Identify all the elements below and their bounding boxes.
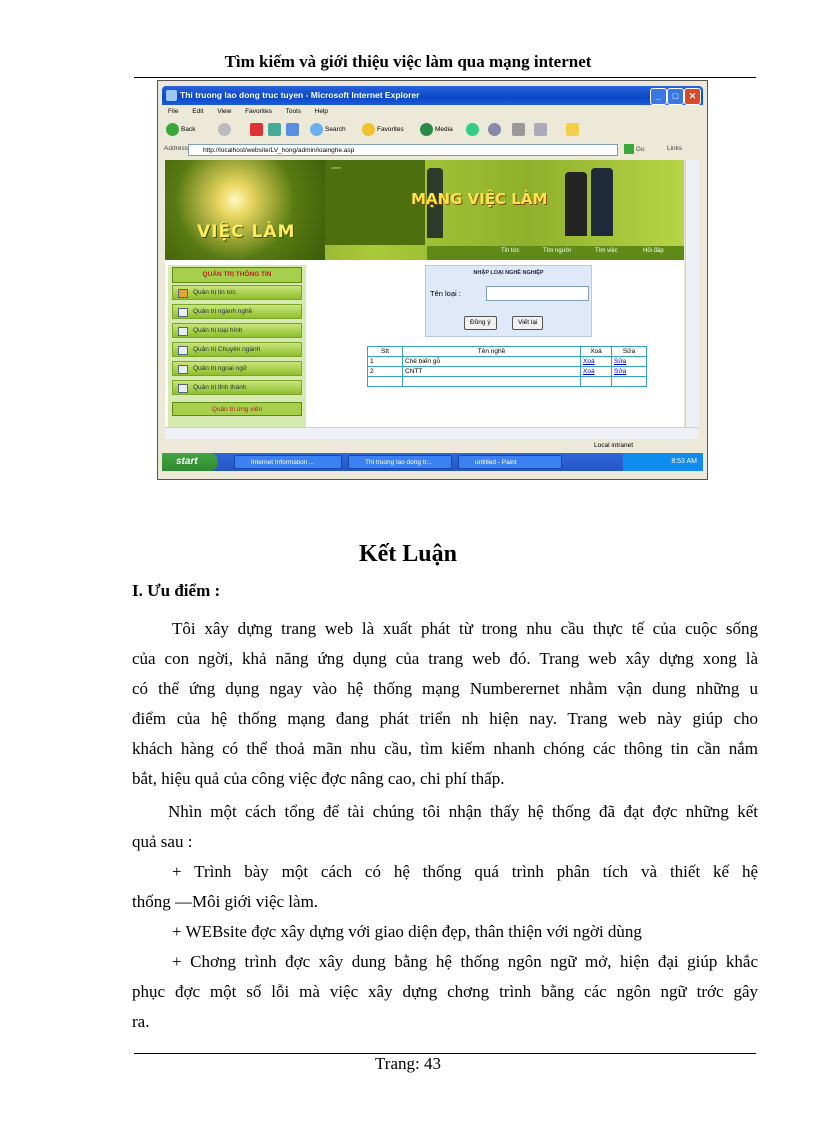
site-nav — [427, 246, 684, 260]
row-stt: 1 — [368, 357, 403, 367]
header-divider — [134, 77, 756, 78]
maximize-button[interactable]: □ — [667, 88, 684, 105]
favorites-button[interactable]: Favorites — [362, 123, 404, 137]
edit-link[interactable]: Sửa — [614, 368, 627, 375]
edit-icon — [534, 123, 547, 136]
document-header: Tìm kiếm và giới thiệu việc làm qua mạng internet — [224, 52, 592, 71]
horizontal-scrollbar[interactable] — [165, 427, 698, 439]
media-icon — [420, 123, 433, 136]
mail-button[interactable] — [488, 123, 503, 137]
banner-person2-image — [591, 168, 613, 236]
banner-handshake-image — [565, 172, 587, 236]
status-zone: Local intranet — [594, 442, 634, 449]
bullet-line: ra. — [132, 1012, 150, 1031]
edit-link[interactable]: Sửa — [614, 358, 627, 365]
forward-icon — [218, 123, 231, 136]
paragraph-line: Nhìn một cách tổng để tài chúng tôi nhận thấy hệ thống đã đạt đợc những kết — [168, 802, 758, 821]
address-bar — [162, 143, 703, 158]
bullet-line: + WEBsite đợc xây dựng với giao diện đẹp, thân thiện với ngời dùng — [172, 922, 642, 941]
menu-favorites[interactable]: Favorites — [245, 108, 272, 115]
close-button[interactable]: ✕ — [684, 88, 701, 105]
menu-help[interactable]: Help — [314, 108, 329, 115]
media-button[interactable]: Media — [420, 123, 453, 137]
conclusion-heading: Kết Luận — [358, 541, 457, 567]
page-label: Trang: — [375, 1054, 420, 1073]
task-iis[interactable]: Internet Information ... — [234, 455, 342, 469]
page-number: 43 — [423, 1054, 441, 1073]
window-titlebar — [162, 86, 703, 105]
start-button[interactable]: start — [162, 453, 218, 471]
star-icon — [362, 123, 375, 136]
menu-view[interactable]: View — [217, 108, 232, 115]
window-title: Thi truong lao dong truc tuyen - Microsoft Internet Explorer — [180, 90, 420, 100]
search-icon — [310, 123, 323, 136]
row-stt: 2 — [368, 367, 403, 377]
site-brand-text: MẠNG VIỆC LÀM — [411, 190, 548, 208]
forward-button[interactable] — [218, 123, 233, 137]
delete-link[interactable]: Xoá — [583, 358, 595, 365]
sidebar-item-language[interactable]: Quản trị ngoại ngữ — [172, 361, 302, 376]
section-title: I. Ưu điểm : — [132, 581, 221, 600]
bullet-line: + Chơng trình đợc xây dung bằng hệ thống ngôn ngữ mở, hiện đại giúp khắc — [172, 952, 758, 971]
paragraph-line: Tôi xây dựng trang web là xuất phát từ trong nhu cầu thực tế của cuộc sống — [172, 619, 758, 638]
table-row-empty — [368, 377, 647, 387]
search-button[interactable]: Search — [310, 123, 346, 137]
folder-icon — [566, 123, 579, 136]
col-name: Tên nghề — [403, 347, 581, 357]
windows-taskbar — [162, 453, 703, 471]
nav-find-jobs[interactable]: Tìm việc — [595, 248, 618, 254]
address-label: Address — [164, 145, 188, 152]
page-icon — [178, 308, 188, 317]
sidebar-item-province[interactable]: Quản trị tỉnh thành — [172, 380, 302, 395]
menu-edit[interactable]: Edit — [192, 108, 204, 115]
table-header-row — [368, 347, 647, 357]
col-delete: Xoá — [581, 347, 612, 357]
refresh-button[interactable] — [268, 123, 283, 137]
delete-link[interactable]: Xoá — [583, 368, 595, 375]
page-icon — [178, 365, 188, 374]
sidebar-item-news[interactable]: Quản trị tin tức — [172, 285, 302, 300]
reset-button[interactable]: Viết lại — [512, 316, 543, 330]
form-title: NHẬP LOẠI NGHỀ NGHIỆP — [473, 270, 544, 276]
job-type-label: Tên loại : — [430, 289, 461, 298]
bullet-line: + Trình bày một cách có hệ thống quá trình phân tích và thiết kế hệ — [172, 862, 758, 881]
folder-button[interactable] — [566, 123, 581, 137]
menu-file[interactable]: File — [168, 108, 179, 115]
task-browser[interactable]: Thi truong lao dong tr... — [348, 455, 452, 469]
web-page — [165, 160, 684, 427]
col-stt: Stt — [368, 347, 403, 357]
history-icon — [466, 123, 479, 136]
browser-toolbar — [162, 119, 703, 141]
bullet-line: phục đợc một số lỗi mà việc xây dựng chơng trình bằng các ngôn ngữ trớc gây — [132, 982, 758, 1001]
print-button[interactable] — [512, 123, 527, 137]
browser-screenshot — [157, 80, 708, 480]
banner-text-block: Lorem — [325, 160, 425, 245]
site-logo-text: VIỆC LÀM — [197, 222, 296, 242]
home-button[interactable] — [286, 123, 301, 137]
sidebar-item-candidates[interactable]: Quản trị ứng viên — [172, 402, 302, 416]
links-label[interactable]: Links — [667, 145, 683, 152]
table-row — [368, 357, 647, 367]
stop-button[interactable] — [250, 123, 265, 137]
paragraph-line: khách hàng có thể thoả mãn nhu cầu, tìm kiếm nhanh chóng các thông tin cần nắm — [132, 739, 758, 758]
history-button[interactable] — [466, 123, 481, 137]
page-footer — [0, 1054, 816, 1074]
site-banner — [165, 160, 684, 260]
job-type-form — [425, 265, 592, 337]
status-bar — [162, 440, 703, 452]
job-type-table — [367, 346, 647, 387]
task-paint[interactable]: untitled - Paint — [458, 455, 562, 469]
menu-bar — [162, 106, 703, 118]
print-icon — [512, 123, 525, 136]
go-button[interactable]: Go — [624, 144, 644, 156]
paragraph-line: quả sau : — [132, 832, 193, 851]
paragraph-line: bắt, hiệu quả của công việc đợc nâng cao, chi phí thấp. — [132, 769, 505, 788]
page-icon — [178, 384, 188, 393]
sidebar-title: QUẢN TRỊ THÔNG TIN — [172, 267, 302, 283]
row-name: CNTT — [403, 367, 581, 377]
sidebar-item-type[interactable]: Quản trị loại hình — [172, 323, 302, 338]
ie-icon — [166, 90, 177, 101]
edit-button[interactable] — [534, 123, 549, 137]
nav-qa[interactable]: Hỏi đáp — [643, 248, 664, 254]
page-icon — [178, 346, 188, 355]
home-icon — [178, 289, 188, 298]
page-icon — [178, 327, 188, 336]
back-button[interactable]: Back — [166, 123, 195, 137]
row-name: Chế biến gỗ — [403, 357, 581, 367]
table-row — [368, 367, 647, 377]
sidebar-item-industry[interactable]: Quản trị ngành nghề — [172, 304, 302, 319]
home-icon — [286, 123, 299, 136]
mail-icon — [488, 123, 501, 136]
sidebar-item-specialty[interactable]: Quản trị Chuyên ngành — [172, 342, 302, 357]
menu-tools[interactable]: Tools — [285, 108, 301, 115]
back-icon — [166, 123, 179, 136]
clock: 8:53 AM — [671, 458, 697, 465]
address-input[interactable]: http://localhost/website/LV_hong/admin/loainghe.asp — [188, 144, 618, 156]
submit-button[interactable]: Đồng ý — [464, 316, 497, 330]
paragraph-line: có thể ứng dụng ngay vào hệ thống mạng Numberernet nhằm vận dung những u — [132, 679, 758, 698]
admin-sidebar — [168, 265, 306, 427]
nav-news[interactable]: Tin tức — [501, 248, 520, 254]
refresh-icon — [268, 123, 281, 136]
paragraph-line: điểm của hệ thống mạng đang phát triển nh hiện nay. Trang web này giúp cho — [132, 709, 758, 728]
paragraph-line: của con ngời, khả năng ứng dụng của trang web đó. Trang web xây dựng xong là — [132, 649, 758, 668]
go-icon — [624, 144, 634, 154]
col-edit: Sửa — [612, 347, 647, 357]
system-tray — [623, 453, 703, 471]
bullet-line: thống —Môi giới việc làm. — [132, 892, 319, 911]
minimize-button[interactable]: _ — [650, 88, 667, 105]
job-type-input[interactable] — [486, 286, 589, 301]
stop-icon — [250, 123, 263, 136]
nav-find-people[interactable]: Tìm người — [543, 248, 571, 254]
banner-globe-image — [165, 160, 325, 260]
vertical-scrollbar[interactable] — [685, 160, 699, 427]
